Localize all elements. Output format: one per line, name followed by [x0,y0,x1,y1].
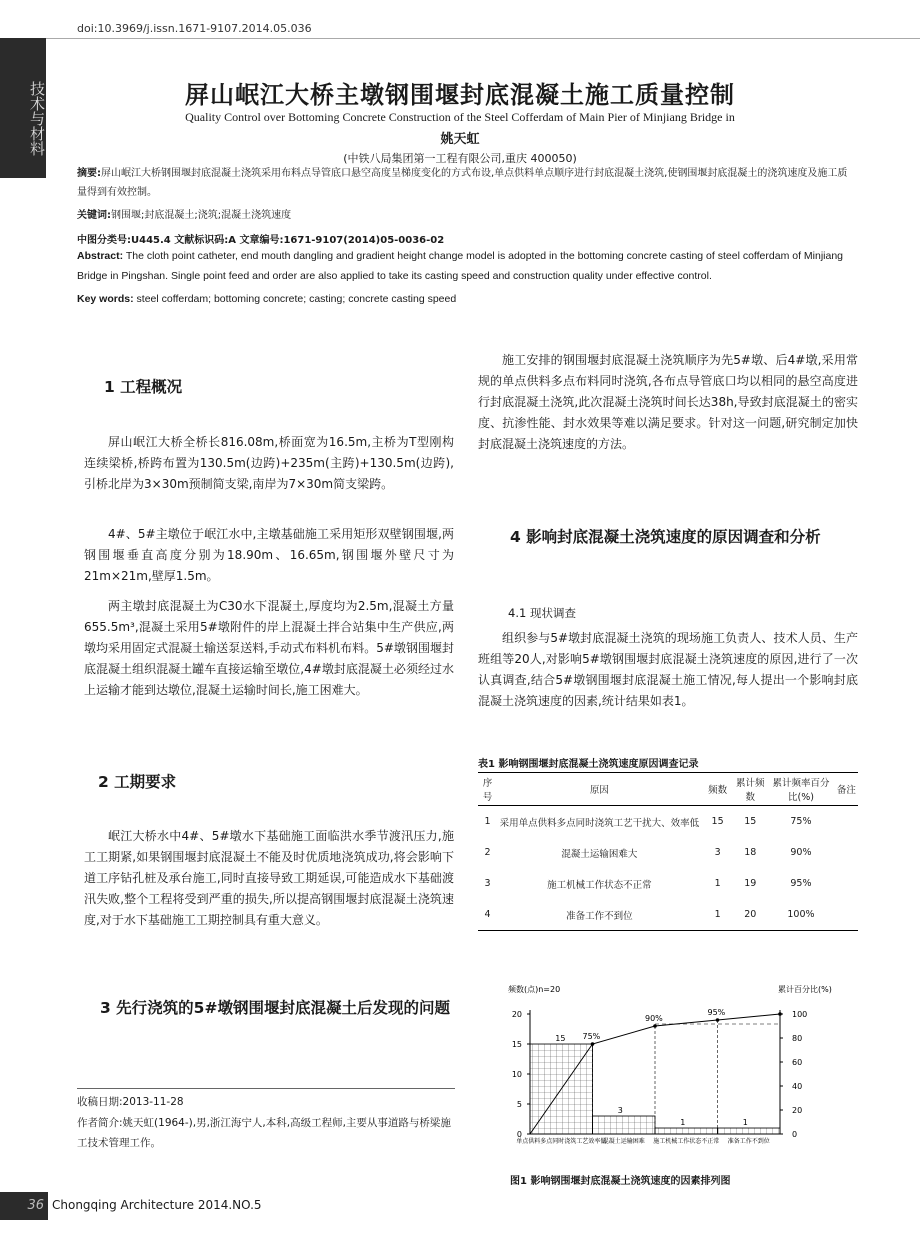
section-1-title: 1 工程概况 [104,378,183,396]
received-date: 收稿日期:2013-11-28 [77,1096,184,1108]
right-tick-label: 40 [792,1082,803,1091]
section-2-title: 2 工期要求 [98,773,177,791]
title-en: Quality Control over Bottoming Concrete Construction of the Steel Cofferdam of Main Pier of Minjiang Bridge in [185,110,735,124]
right-tick-label: 60 [792,1058,803,1067]
cum-point [591,1042,595,1046]
cell-cum: 18 [744,847,757,858]
s1-para-3: 两主墩封底混凝土为C30水下混凝土,厚度均为2.5m,混凝土方量655.5m³,混凝土采用5#墩附件的岸上混凝土拌合站集中生产供应,两墩均采用固定式混凝土输送泵送料,手动式布料机布料。5#墩钢围堰封底混凝土组织混凝土罐车直接运输至墩位,4#墩封底混凝土必须经过水上运输才能到达墩位,混凝土运输时间长,施工困难大。 [84,599,454,697]
cum-label: 75% [582,1032,601,1041]
bar-label: 15 [555,1034,566,1043]
bar [655,1128,718,1134]
keywords-en-label: Key words: [77,293,134,305]
left-tick-label: 5 [516,1100,522,1109]
title-cn: 屏山岷江大桥主墩钢围堰封底混凝土施工质量控制 [185,81,735,109]
doi: doi:10.3969/j.issn.1671-9107.2014.05.036 [77,22,312,35]
section-3-title: 3 先行浇筑的5#墩钢围堰封底混凝土后发现的问题 [100,999,450,1017]
y-label-left: 频数(点)n=20 [508,985,561,994]
keywords-cn-label: 关键词: [77,210,111,221]
author: 姚天虹 [440,132,480,147]
pareto-chart [478,978,868,1168]
section-4-title: 4 影响封底混凝土浇筑速度的原因调查和分析 [510,528,821,546]
abstract-en-label: Abstract: [77,250,124,262]
cell-pct: 75% [790,816,812,827]
top-rule [46,38,920,39]
cum-point [653,1024,657,1028]
cell-reason: 采用单点供料多点同时浇筑工艺干扰大、效率低 [499,817,700,829]
r-para-2: 组织参与5#墩封底混凝土浇筑的现场施工负责人、技术人员、生产班组等20人,对影响5#墩钢围堰封底混凝土浇筑速度的原因,进行了一次认真调查,结合5#墩钢围堰封底混凝土施工情况,每人提出一个影响封底混凝土浇筑速度的因素,统计结果如表1。 [478,631,858,708]
category-label: 施工机械工作状态不正常 [653,1138,720,1145]
table-row [478,806,858,838]
right-tick-label: 100 [792,1010,808,1019]
table-row [478,899,858,931]
table-1 [478,772,858,931]
th-cum: 累计频数 [733,773,767,806]
table-row [478,837,858,868]
keywords-cn [77,206,857,225]
bar-label: 1 [742,1118,748,1127]
keywords-en-text: steel cofferdam; bottoming concrete; casting; concrete casting speed [136,293,457,305]
cell-pct: 100% [767,899,835,931]
right-tick-label: 20 [792,1106,803,1115]
th-freq: 频数 [702,773,734,806]
r-para-1: 施工安排的钢围堰封底混凝土浇筑顺序为先5#墩、后4#墩,采用常规的单点供料多点布料同时浇筑,各布点导管底口均以相同的悬空高度进行封底混凝土浇筑,此次混凝土浇筑时间长达38h,导致封底混凝土的密实度、抗渗性能、封水效果等难以满足要求。针对这一问题,研究制定加快封底混凝土浇筑速度的方法。 [478,353,858,451]
cell-cum: 19 [744,878,757,889]
abstract-cn-text: 屏山岷江大桥钢围堰封底混凝土浇筑采用布料点导管底口悬空高度呈梯度变化的方式布设,单点供料单点顺序进行封底混凝土浇筑,使钢围堰封底混凝土的浇筑速度及施工质量得到有效控制。 [77,168,848,198]
table-row [478,868,858,899]
cell-no: 1 [484,816,491,827]
cell-note [835,806,858,838]
cell-reason: 准备工作不到位 [497,899,702,931]
category-label: 准备工作不到位 [727,1138,770,1145]
category-label: 混凝土运输困难 [602,1138,645,1145]
abstract-cn-label: 摘要: [77,168,101,179]
s1-para-1: 屏山岷江大桥全桥长816.08m,桥面宽为16.5m,主桥为T型刚构连续梁桥,桥跨布置为130.5m(边跨)+235m(主跨)+130.5m(边跨),引桥北岸为3×30m预制简支梁,南岸为7×30m简支梁跨。 [84,435,454,491]
cell-cum: 15 [744,816,757,827]
section-tab: 技术与材料 [0,38,46,178]
cell-no: 4 [478,899,497,931]
left-tick-label: 20 [511,1010,522,1019]
y-label-right: 累计百分比(%) [778,985,832,994]
left-tick-label: 15 [511,1040,522,1049]
abstract-cn [77,164,857,202]
right-tick-label: 80 [792,1034,803,1043]
footnote-rule [77,1088,455,1089]
abstract-en [77,246,857,286]
cell-note [835,837,858,868]
journal-footer: Chongqing Architecture 2014.NO.5 [52,1198,262,1212]
bar-label: 3 [617,1106,623,1115]
cell-reason: 混凝土运输困难大 [561,848,638,860]
cell-pct: 90% [790,847,812,858]
cell-note [835,868,858,899]
left-tick-label: 10 [511,1070,522,1079]
bar-label: 1 [680,1118,686,1127]
th-reason: 原因 [497,773,702,806]
affiliation: (中铁八局集团第一工程有限公司,重庆 400050) [343,152,577,165]
table-caption: 表1 影响钢围堰封底混凝土浇筑速度原因调查记录 [478,759,699,770]
bar [593,1116,656,1134]
cell-note [835,899,858,931]
s1-para-2: 4#、5#主墩位于岷江水中,主墩基础施工采用矩形双壁钢围堰,两钢围堰垂直高度分别为18.90m、16.65m,钢围堰外壁尺寸为21m×21m,壁厚1.5m。 [84,527,454,583]
cell-freq: 15 [711,816,724,827]
cell-reason: 施工机械工作状态不正常 [547,879,652,891]
cum-point [778,1012,782,1016]
cell-freq: 1 [702,899,734,931]
cell-freq: 1 [714,878,721,889]
cum-label: 90% [645,1014,663,1023]
author-bio: 作者简介:姚天虹(1964-),男,浙江海宁人,本科,高级工程师,主要从事道路与桥梁施工技术管理工作。 [77,1117,451,1149]
cell-freq: 3 [714,847,721,858]
classification: 中图分类号:U445.4 文献标识码:A 文章编号:1671-9107(2014)05-0036-02 [77,235,445,246]
keywords-cn-text: 钢围堰;封底混凝土;浇筑;混凝土浇筑速度 [111,210,292,221]
category-label: 单点供料多点同时浇筑工艺效率低 [516,1138,607,1145]
left-tick-label: 0 [516,1130,522,1139]
th-pct: 累计频率百分比(%) [767,773,835,806]
cell-cum: 20 [733,899,767,931]
cell-pct: 95% [790,878,812,889]
cum-label: 95% [707,1008,726,1017]
cum-point [716,1018,720,1022]
figure-caption: 图1 影响钢围堰封底混凝土浇筑速度的因素排列图 [510,1176,731,1187]
bar [718,1128,781,1134]
section-4-1-title: 4.1 现状调查 [508,606,576,620]
page-number: 36 [0,1192,48,1220]
s2-para-1: 岷江大桥水中4#、5#墩水下基础施工面临洪水季节渡汛压力,施工工期紧,如果钢围堰封底混凝土不能及时优质地浇筑成功,将会影响下道工序钻孔桩及承台施工,同时直接导致工期延误,可能造成水下基础渡汛失败,整个工程将受到严重的损失,所以提高钢围堰封底混凝土浇筑速度,对于水下基础施工工期控制具有重大意义。 [84,829,454,927]
keywords-en [77,289,857,309]
right-tick-label: 0 [792,1130,798,1139]
th-note: 备注 [835,773,858,806]
abstract-en-text: The cloth point catheter, end mouth dangling and gradient height change model is adopted in the bottoming concrete casting of steel cofferdam of Minjiang Bridge in Pingshan. Single point feed and order are also applied to take its casting speed and construction quality under effective control. [77,250,844,282]
cell-no: 3 [484,878,491,889]
th-no: 序号 [478,773,497,806]
cell-no: 2 [484,847,491,858]
